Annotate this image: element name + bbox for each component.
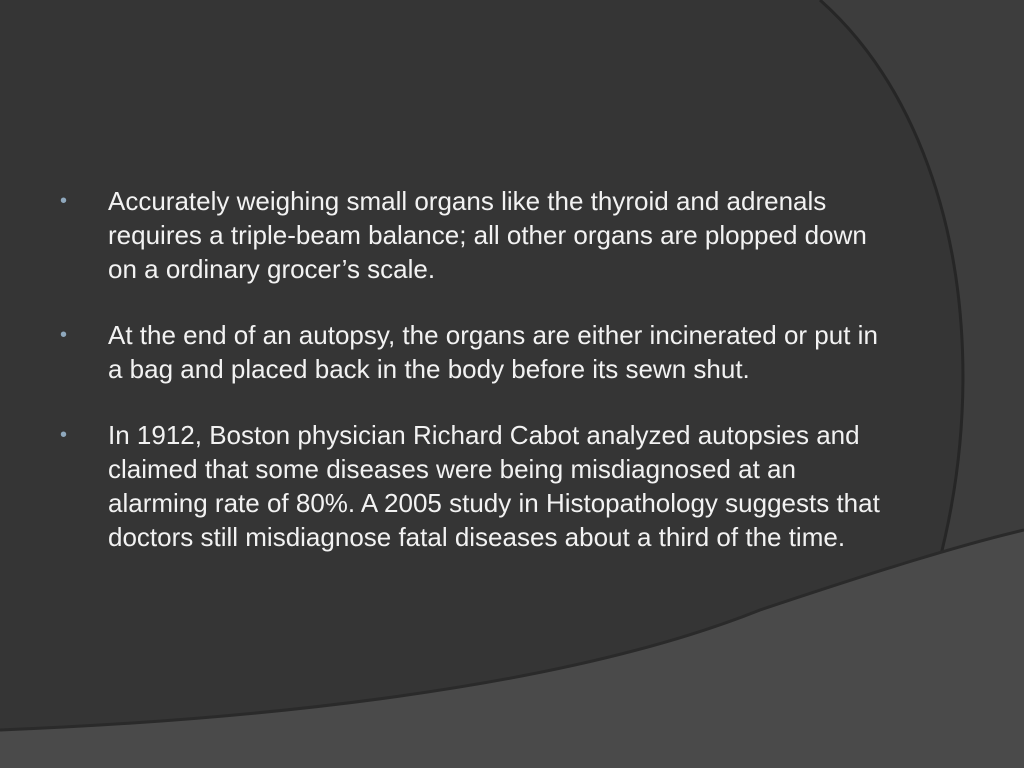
- bullet-item-2: [60, 318, 890, 386]
- bullet-list: [60, 184, 890, 586]
- bullet-text-2: At the end of an autopsy, the organs are either incinerated or put in a bag and placed back in the body before its sewn shut.: [108, 320, 878, 384]
- bullet-text-1: Accurately weighing small organs like the thyroid and adrenals requires a triple-beam balance; all other organs are plopped down on a ordinary grocer’s scale.: [108, 186, 867, 284]
- bullet-dot-icon: •: [60, 190, 68, 212]
- bullet-dot-icon: •: [60, 424, 68, 446]
- bullet-item-1: [60, 184, 890, 286]
- bullet-dot-icon: •: [60, 324, 68, 346]
- bullet-text-3: In 1912, Boston physician Richard Cabot analyzed autopsies and claimed that some diseases were being misdiagnosed at an alarming rate of 80%. A 2005 study in Histopathology suggests that doctors still misdiagnose fatal diseases about a third of the time.: [108, 420, 880, 552]
- bullet-item-3: [60, 418, 890, 554]
